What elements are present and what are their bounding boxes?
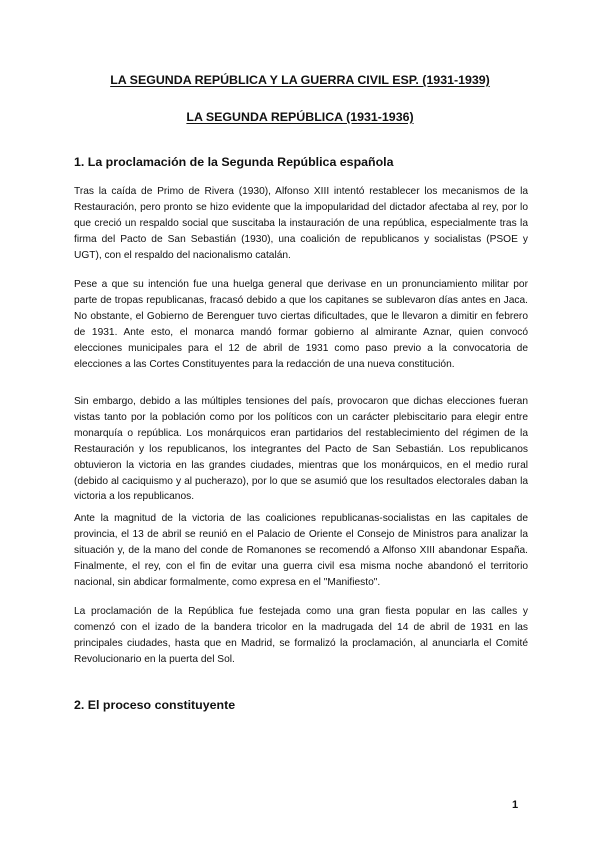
subtitle: LA SEGUNDA REPÚBLICA (1931-1936) [186, 110, 414, 124]
section-heading-proclamation: 1. La proclamación de la Segunda República española [74, 155, 394, 169]
paragraph: Sin embargo, debido a las múltiples tensiones del país, provocaron que dichas elecciones fueran vistas tanto por la población como por los políticos con un carácter plebiscitario para elegir entre monarquía o república. Los monárquicos eran partidarios del restablecimiento del régimen de la Restauración y los republicanos, los integrantes del Pacto de San Sebastián. Los republicanos obtuvieron la victoria en las grandes ciudades, mientras que los monárquicos, en el medio rural (debido al caciquismo y al pucherazo), por lo que se asumió que los resultados electorales daban la victoria a los republicanos. [74, 396, 528, 503]
main-title: LA SEGUNDA REPÚBLICA Y LA GUERRA CIVIL ESP. (1931-1939) [110, 73, 490, 87]
page-number: 1 [512, 799, 519, 811]
paragraph: La proclamación de la República fue festejada como una gran fiesta popular en las calles y comenzó con el izado de la bandera tricolor en la madrugada del 14 de abril de 1931 en las principales ciudades, hasta que en Madrid, se formalizó la proclamación, al anunciarla el Comité Revolucionario en la puerta del Sol. [74, 606, 528, 665]
section-heading-constituent-process: 2. El proceso constituyente [74, 698, 236, 712]
paragraph: Tras la caída de Primo de Rivera (1930), Alfonso XIII intentó restablecer los mecanismos de la Restauración, pero pronto se hizo evidente que la impopularidad del dictador afectaba al rey, por lo que creció un respaldo social que suscitaba la instauración de una república, especialmente tras la firma del Pacto de San Sebastián (1930), una coalición de republicanos y socialistas (PSOE y UGT), con el respaldo del nacionalismo catalán. [74, 186, 528, 261]
paragraph: Ante la magnitud de la victoria de las coaliciones republicanas-socialistas en las capitales de provincia, el 13 de abril se reunió en el Palacio de Oriente el Consejo de Ministros para analizar la situación y, de la mano del conde de Romanones se recomendó a Alfonso XIII abandonar España. Finalmente, el rey, con el fin de evitar una guerra civil esa misma noche abandonó el territorio nacional, sin abdicar formalmente, como expresa en el "Manifiesto". [74, 513, 528, 588]
paragraph: Pese a que su intención fue una huelga general que derivase en un pronunciamiento militar por parte de tropas republicanas, fracasó debido a que los capitanes se sublevaron días antes en Jaca. No obstante, el Gobierno de Berenguer tuvo ciertas dificultades, que le llevaron a dimitir en febrero de 1931. Ante esto, el monarca mandó formar gobierno al almirante Aznar, quien convocó elecciones municipales para el 12 de abril de 1931 como paso previo a la convocatoria de elecciones a las Cortes Constituyentes para la redacción de una nueva constitución. [74, 279, 528, 370]
